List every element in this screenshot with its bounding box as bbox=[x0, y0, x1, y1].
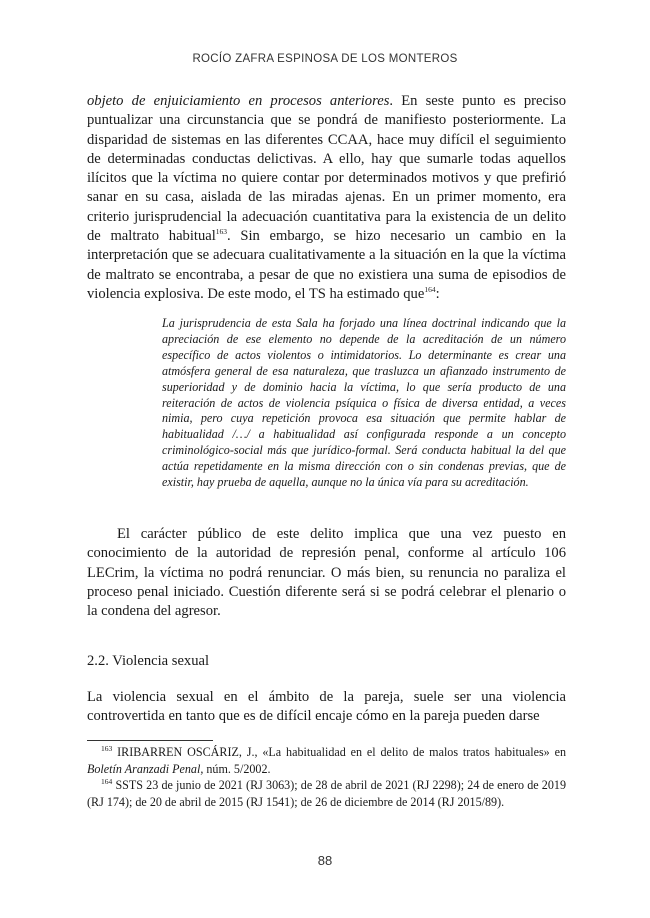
footnote-number: 164 bbox=[101, 776, 113, 786]
body-paragraph-2: El carácter público de este delito implica que una vez puesto en conocimiento de la autoridad de represión penal, conforme al artículo 106 LECrim, la víctima no podrá renunciar. O más bien, su renuncia no paraliza el proceso penal iniciado. Cuestión diferente será si se podrá celebrar el plenario o la condena del agresor. bbox=[87, 526, 566, 620]
footnote-164 bbox=[87, 777, 566, 810]
footnote-text: núm. 5/2002. bbox=[203, 761, 271, 776]
footnote-ref-163[interactable]: 163 bbox=[215, 227, 228, 237]
italic-lead: objeto de enjuiciamiento en procesos anteriores bbox=[87, 93, 390, 109]
body-paragraph-1 bbox=[87, 92, 566, 304]
footnote-163 bbox=[87, 744, 566, 777]
footnote-italic: Boletín Aranzadi Penal, bbox=[87, 761, 204, 776]
running-header: ROCÍO ZAFRA ESPINOSA DE LOS MONTEROS bbox=[192, 53, 458, 65]
paragraph-text: . En seste punto es preciso puntualizar una circunstancia que se pondrá de manifiesto posteriormente. La disparidad de sistemas en las diferentes CCAA, hace muy difícil el seguimiento de determinadas conductas delictivas. A ello, hay que sumarle todas aquellos ilícitos que la víctima no quiere contar por determinados motivos y que prefirió sanar en su casa, aislada de las miradas ajenas. En un primer momento, era criterio jurisprudencial la adecuación cuantitativa para la existencia de un delito de maltrato habitual bbox=[87, 93, 566, 245]
block-quote: La jurisprudencia de esta Sala ha forjado una línea doctrinal indicando que la apreciación de ese elemento no depende de la acreditación de un número específico de actos violentos o intimidatorios. Lo determinante es crear una atmósfera general de esa naturaleza, que trasluzca un afianzado instrumento de superioridad y de dominio hacia la víctima, lo que sería producto de una reiteración de actos de violencia psíquica o física de diversa entidad, a veces nimia, pero cuya repetición provoca esa situación que permite hablar de habitualidad /…/ a habitualidad así configurada responde a un concepto criminológico-social más que jurídico-formal. Será conducta habitual la del que actúa repetidamente en la misma dirección con o sin condenas previas, que de existir, hay prueba de aquella, aunque no la única vía para su acreditación. bbox=[162, 316, 566, 490]
page-number: 88 bbox=[317, 853, 333, 868]
section-heading: 2.2. Violencia sexual bbox=[87, 653, 210, 669]
footnote-ref-164[interactable]: 164 bbox=[424, 285, 436, 295]
paragraph-text: . Sin embargo, se hizo necesario un cambio en la interpretación que se adecuara cualitativamente a la situación en la que la víctima de maltrato se encontraba, a pesar de que no existiera una suma de episodios de violencia explosiva. De este modo, el TS ha estimado que bbox=[87, 228, 566, 302]
footnote-text: SSTS 23 de junio de 2021 (RJ 3063); de 28 de abril de 2021 (RJ 2298); 24 de enero de 2019 (RJ 174); de 20 de abril de 2015 (RJ 1541); de 26 de diciembre de 2014 (RJ 2015/89). bbox=[87, 778, 566, 809]
paragraph-text: : bbox=[435, 285, 440, 302]
footnote-separator bbox=[87, 740, 213, 741]
footnote-text: IRIBARREN OSCÁRIZ, J., «La habitualidad en el delito de malos tratos habituales» en bbox=[117, 745, 566, 759]
footnote-number: 163 bbox=[101, 743, 113, 753]
body-paragraph-3: La violencia sexual en el ámbito de la pareja, suele ser una violencia controvertida en tanto que es de difícil encaje cómo en la pareja pueden darse bbox=[87, 689, 566, 725]
